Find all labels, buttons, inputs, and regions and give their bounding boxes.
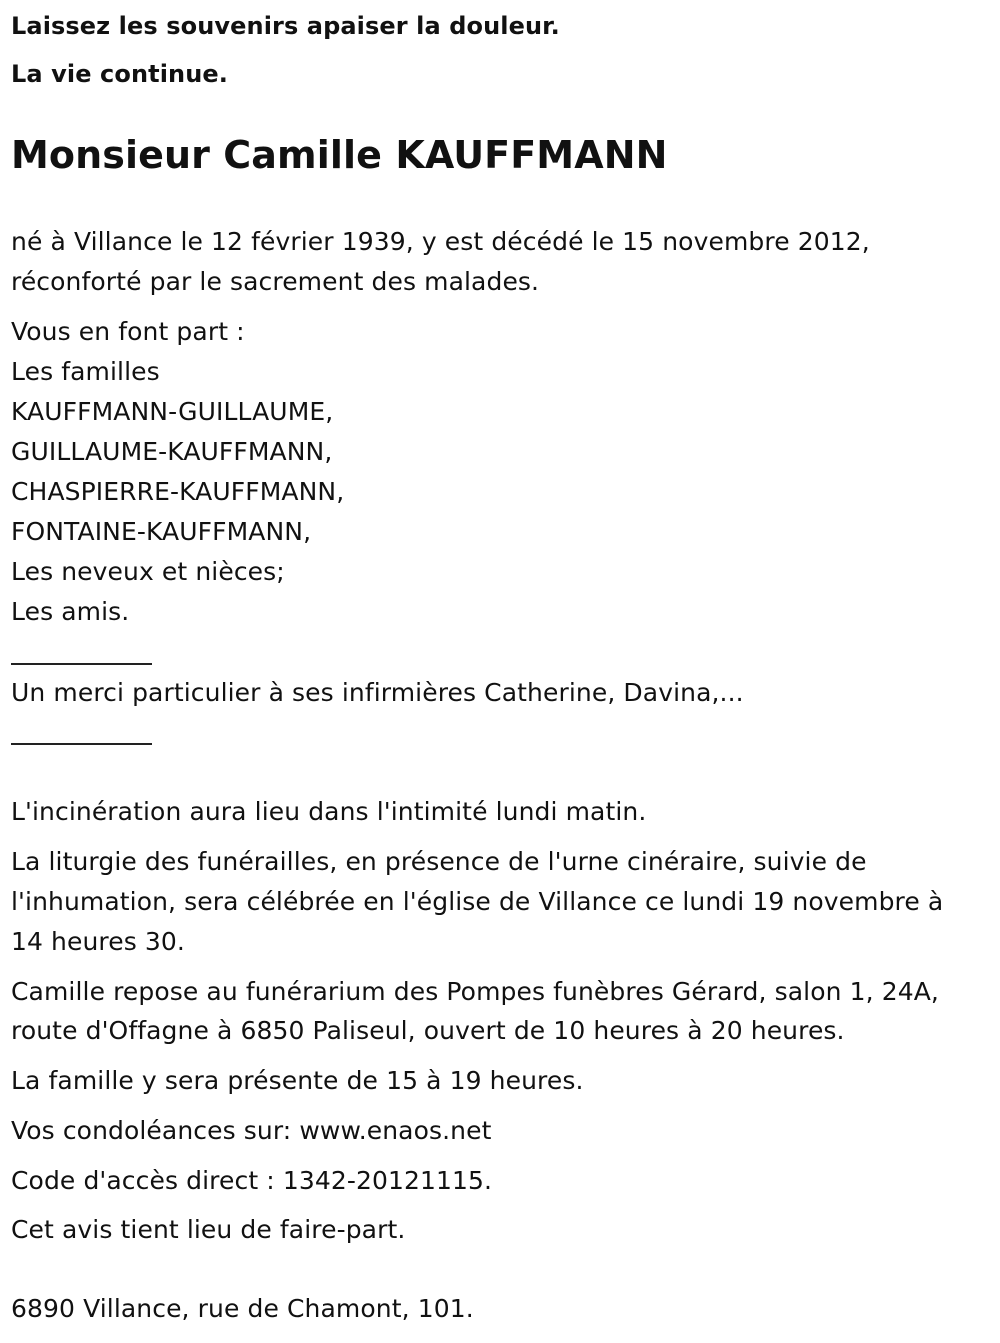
- family-name: CHASPIERRE-KAUFFMANN,: [11, 477, 345, 506]
- liturgy-line-1: La liturgie des funérailles, en présence de l'urne cinéraire, suivie de: [11, 847, 867, 876]
- nephews-nieces: Les neveux et nièces;: [11, 557, 285, 586]
- thanks-line: Un merci particulier à ses infirmières Catherine, Davina,...: [11, 678, 744, 707]
- announcers-heading: Vous en font part :: [11, 317, 245, 346]
- access-code-line: Code d'accès direct : 1342-20121115.: [11, 1166, 493, 1195]
- address-line: 6890 Villance, rue de Chamont, 101.: [11, 1294, 474, 1323]
- family-name: GUILLAUME-KAUFFMANN,: [11, 437, 333, 466]
- separator-line: [11, 663, 152, 665]
- birth-death-line-1: né à Villance le 12 février 1939, y est décédé le 15 novembre 2012,: [11, 227, 870, 256]
- birth-death-line-2: réconforté par le sacrement des malades.: [11, 267, 540, 296]
- family-name: KAUFFMANN-GUILLAUME,: [11, 397, 334, 426]
- cremation-line: L'incinération aura lieu dans l'intimité lundi matin.: [11, 797, 647, 826]
- intro-line-2: La vie continue.: [11, 60, 229, 88]
- liturgy-line-2: l'inhumation, sera célébrée en l'église de Villance ce lundi 19 novembre à: [11, 887, 944, 916]
- separator-line: [11, 743, 152, 745]
- family-name: FONTAINE-KAUFFMANN,: [11, 517, 312, 546]
- funerarium-line-2: route d'Offagne à 6850 Paliseul, ouvert de 10 heures à 20 heures.: [11, 1016, 845, 1045]
- liturgy-line-3: 14 heures 30.: [11, 927, 185, 956]
- funerarium-line-1: Camille repose au funérarium des Pompes funèbres Gérard, salon 1, 24A,: [11, 977, 939, 1006]
- intro-line-1: Laissez les souvenirs apaiser la douleur.: [11, 12, 560, 40]
- families-label: Les familles: [11, 357, 160, 386]
- deceased-name: Monsieur Camille KAUFFMANN: [11, 133, 668, 177]
- family-presence-line: La famille y sera présente de 15 à 19 heures.: [11, 1066, 584, 1095]
- friends: Les amis.: [11, 597, 130, 626]
- condolences-line: Vos condoléances sur: www.enaos.net: [11, 1116, 492, 1145]
- notice-line: Cet avis tient lieu de faire-part.: [11, 1215, 406, 1244]
